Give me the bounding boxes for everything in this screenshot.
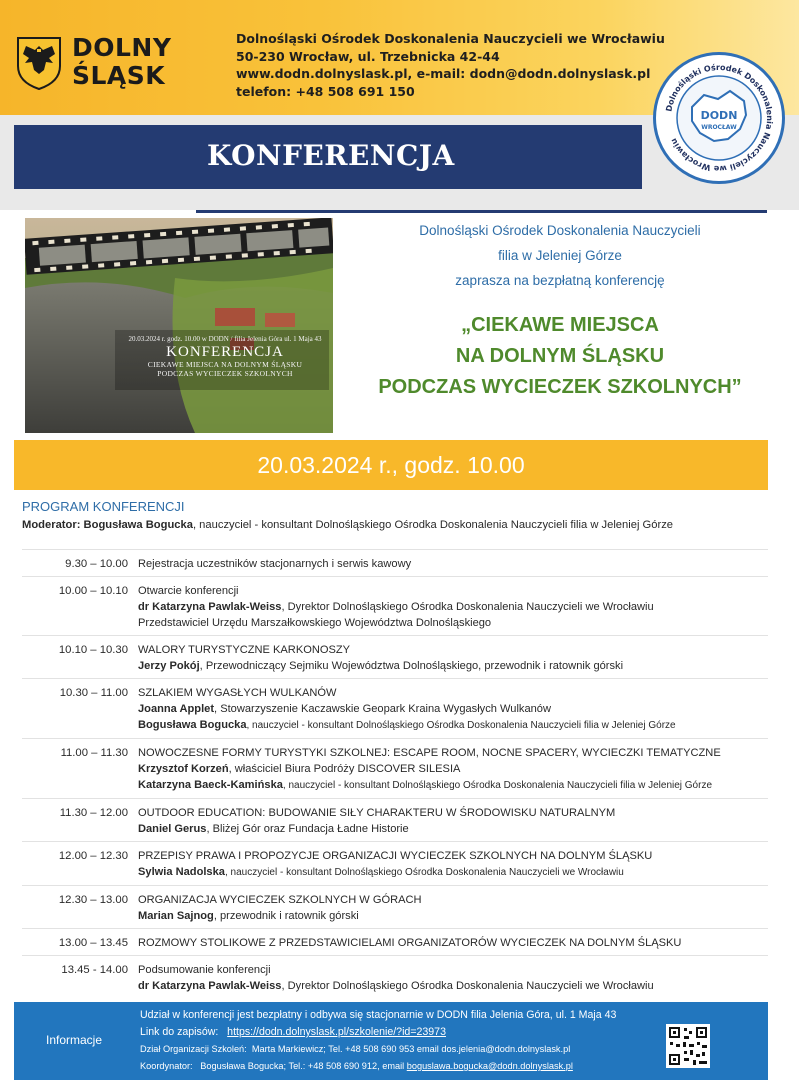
program-text: , Bliżej Gór oraz Fundacja Ładne Historie <box>206 823 409 835</box>
program-heading: PROGRAM KONFERENCJI <box>22 499 185 514</box>
event-title-line: „CIEKAWE MIEJSCA <box>461 314 659 336</box>
program-text: , Dyrektor Dolnośląskiego Ośrodka Doskonalenia Nauczycieli we Wrocławiu <box>281 601 654 613</box>
speaker-name: Katarzyna Baeck-Kamińska <box>138 779 283 791</box>
speaker-name: Jerzy Pokój <box>138 660 200 672</box>
program-description <box>138 642 768 674</box>
moderator-label: Moderator: <box>22 519 81 531</box>
event-title <box>345 310 775 403</box>
program-time: 11.00 – 11.30 <box>60 747 128 759</box>
brand-line-1: DOLNY <box>72 33 172 62</box>
speaker-name: dr Katarzyna Pawlak-Weiss <box>138 601 282 613</box>
contact-line: 50-230 Wrocław, ul. Trzebnicka 42-44 <box>236 48 500 64</box>
info-label: Informacje <box>46 1033 103 1047</box>
program-row <box>22 841 768 885</box>
department-details: Marta Markiewicz; Tel. +48 508 690 953 email dos.jelenia@dodn.dolnyslask.pl <box>251 1044 571 1054</box>
program-text: Przedstawiciel Urzędu Marszałkowskiego Województwa Dolnośląskiego <box>138 617 492 629</box>
event-date: 20.03.2024 r., godz. 10.00 <box>257 452 525 478</box>
program-text: PRZEPISY PRAWA I PROPOZYCJE ORGANIZACJI WYCIECZEK SZKOLNYCH NA DOLNYM ŚLĄSKU <box>138 850 653 862</box>
program-text: Podsumowanie konferencji <box>138 964 271 976</box>
dodn-seal-logo <box>653 52 785 184</box>
program-text: ROZMOWY STOLIKOWE Z PRZEDSTAWICIELAMI ORGANIZATORÓW WYCIECZEK NA DOLNYM ŚLĄSKU <box>138 937 682 949</box>
photo-date-line: 20.03.2024 r. godz. 10.00 w DODN / filia Jelenia Góra ul. 1 Maja 43 <box>128 335 322 343</box>
event-title-line: PODCZAS WYCIECZEK SZKOLNYCH” <box>378 376 742 398</box>
speaker-name: Bogusława Bogucka <box>138 719 247 731</box>
photo-subtitle-line: PODCZAS WYCIECZEK SZKOLNYCH <box>157 368 293 378</box>
program-description <box>138 848 768 881</box>
photo-konferencja: KONFERENCJA <box>166 344 284 360</box>
moderator-line <box>22 519 673 531</box>
program-line <box>138 864 768 881</box>
brand-name <box>72 34 171 90</box>
banner-title: KONFERENCJA <box>207 139 455 172</box>
program-line <box>138 642 768 658</box>
coordinator-email[interactable]: boguslawa.bogucka@dodn.dolnyslask.pl <box>406 1061 573 1071</box>
program-text: , Dyrektor Dolnośląskiego Ośrodka Doskonalenia Nauczycieli we Wrocławiu <box>281 980 654 992</box>
program-text: , właściciel Biura Podróży DISCOVER SILESIA <box>228 763 461 775</box>
program-time: 10.10 – 10.30 <box>58 644 128 656</box>
program-description <box>138 583 768 631</box>
invitation-text <box>345 218 775 293</box>
program-line <box>138 777 768 794</box>
contact-line: telefon: +48 508 691 150 <box>236 83 415 99</box>
speaker-name: Krzysztof Korzeń <box>138 763 229 775</box>
program-row <box>22 738 768 798</box>
program-text: SZLAKIEM WYGASŁYCH WULKANÓW <box>138 687 337 699</box>
seal-ring-text: Dolnośląski Ośrodek Doskonalenia Nauczycieli we Wrocławiu <box>664 62 775 174</box>
department-label: Dział Organizacji Szkoleń: <box>140 1044 247 1054</box>
program-line <box>138 805 768 821</box>
seal-city: WROCŁAW <box>701 124 737 131</box>
program-line <box>138 892 768 908</box>
program-line <box>138 717 768 734</box>
invitation-line: Dolnośląski Ośrodek Doskonalenia Nauczycieli <box>419 223 701 238</box>
program-text: , Przewodniczący Sejmiku Województwa Dolnośląskiego, przewodnik i ratownik górski <box>199 660 624 672</box>
photo-landscape <box>25 218 333 433</box>
info-participation: Udział w konferencji jest bezpłatny i odbywa się stacjonarnie w DODN filia Jelenia Góra, ul. 1 Maja 43 <box>140 1009 617 1021</box>
info-details <box>140 1007 660 1075</box>
program-row <box>22 576 768 635</box>
program-description <box>138 745 768 794</box>
coordinator-label: Koordynator: <box>140 1061 193 1071</box>
program-row <box>22 678 768 738</box>
program-text: NOWOCZESNE FORMY TURYSTYKI SZKOLNEJ: ESCAPE ROOM, NOCNE SPACERY, WYCIECZKI TEMATYCZNE <box>138 747 721 759</box>
speaker-name: Joanna Applet <box>138 703 215 715</box>
moderator-name: Bogusława Bogucka <box>83 519 193 531</box>
program-row <box>22 928 768 955</box>
program-text: ORGANIZACJA WYCIECZEK SZKOLNYCH W GÓRACH <box>138 894 422 906</box>
program-line <box>138 615 768 631</box>
speaker-name: Marian Sajnog <box>138 910 214 922</box>
contact-line: www.dodn.dolnyslask.pl, e-mail: dodn@dodn.dolnyslask.pl <box>236 66 651 81</box>
program-row <box>22 549 768 576</box>
seal-graphic <box>656 55 782 181</box>
registration-link[interactable]: https://dodn.dolnyslask.pl/szkolenie/?id=23973 <box>227 1026 446 1038</box>
program-time: 13.00 – 13.45 <box>58 937 128 949</box>
program-row <box>22 798 768 841</box>
program-text: , nauczyciel - konsultant Dolnośląskiego Ośrodka Doskonalenia Nauczycieli filia w Jeleniej Górze <box>246 720 676 731</box>
info-footer <box>14 1002 768 1080</box>
program-time: 10.30 – 11.00 <box>59 687 128 699</box>
conference-photo <box>25 218 333 433</box>
coordinator-details: Bogusława Bogucka; Tel.: +48 508 690 912, email <box>200 1061 405 1071</box>
program-line <box>138 701 768 717</box>
program-time: 10.00 – 10.10 <box>58 585 128 597</box>
program-description <box>138 962 768 994</box>
program-line <box>138 556 768 572</box>
photo-caption <box>120 335 330 378</box>
seal-title: DODN <box>700 109 738 122</box>
dolny-slask-logo <box>12 30 197 100</box>
program-line <box>138 583 768 599</box>
program-text: OUTDOOR EDUCATION: BUDOWANIE SIŁY CHARAKTERU W ŚRODOWISKU NATURALNYM <box>138 807 616 819</box>
program-description <box>138 935 768 951</box>
program-line <box>138 761 768 777</box>
program-row <box>22 955 768 998</box>
eagle-emblem-icon <box>14 36 64 90</box>
program-time: 9.30 – 10.00 <box>65 558 128 570</box>
brand-line-2: ŚLĄSK <box>72 61 166 90</box>
info-coordinator <box>140 1058 660 1075</box>
contact-block <box>236 30 665 100</box>
program-text: , nauczyciel - konsultant Dolnośląskiego Ośrodka Doskonalenia Nauczycieli filia w Jeleniej Górze <box>282 780 713 791</box>
qr-code-icon[interactable] <box>666 1024 710 1068</box>
speaker-name: Daniel Gerus <box>138 823 207 835</box>
program-time: 13.45 - 14.00 <box>61 964 128 976</box>
program-text: , przewodnik i ratownik górski <box>213 910 359 922</box>
event-title-line: NA DOLNYM ŚLĄSKU <box>455 345 665 367</box>
program-description <box>138 685 768 734</box>
program-text: Rejestracja uczestników stacjonarnych i serwis kawowy <box>138 558 412 570</box>
program-time: 11.30 – 12.00 <box>59 807 128 819</box>
program-description <box>138 892 768 924</box>
photo-subtitle-line: CIEKAWE MIEJSCA NA DOLNYM ŚLĄSKU <box>147 360 303 369</box>
info-department <box>140 1041 660 1058</box>
program-line <box>138 935 768 951</box>
registration-label: Link do zapisów: <box>140 1026 219 1038</box>
program-line <box>138 658 768 674</box>
program-text: Otwarcie konferencji <box>138 585 239 597</box>
program-line <box>138 978 768 994</box>
program-line <box>138 848 768 864</box>
invitation-line: zaprasza na bezpłatną konferencję <box>455 273 665 288</box>
speaker-name: Sylwia Nadolska <box>138 866 225 878</box>
program-description <box>138 805 768 837</box>
program-line <box>138 685 768 701</box>
program-row <box>22 635 768 678</box>
info-registration <box>140 1024 660 1041</box>
program-time: 12.00 – 12.30 <box>58 850 128 862</box>
program-line <box>138 962 768 978</box>
speaker-name: dr Katarzyna Pawlak-Weiss <box>138 980 282 992</box>
program-line <box>138 821 768 837</box>
program-text: , Stowarzyszenie Kaczawskie Geopark Kraina Wygasłych Wulkanów <box>214 703 551 715</box>
invitation-line: filia w Jeleniej Górze <box>498 248 622 263</box>
program-time: 12.30 – 13.00 <box>58 894 128 906</box>
program-text: WALORY TURYSTYCZNE KARKONOSZY <box>138 644 351 656</box>
moderator-role: , nauczyciel - konsultant Dolnośląskiego Ośrodka Doskonalenia Nauczycieli filia w Jeleniej Górze <box>192 519 674 531</box>
program-description <box>138 556 768 572</box>
program-line <box>138 599 768 615</box>
program-schedule <box>22 549 768 998</box>
divider-line <box>196 210 767 213</box>
program-text: , nauczyciel - konsultant Dolnośląskiego Ośrodka Doskonalenia Nauczycieli we Wrocławiu <box>224 867 624 878</box>
contact-line: Dolnośląski Ośrodek Doskonalenia Nauczycieli we Wrocławiu <box>236 31 665 46</box>
program-line <box>138 908 768 924</box>
program-row <box>22 885 768 928</box>
program-line <box>138 745 768 761</box>
